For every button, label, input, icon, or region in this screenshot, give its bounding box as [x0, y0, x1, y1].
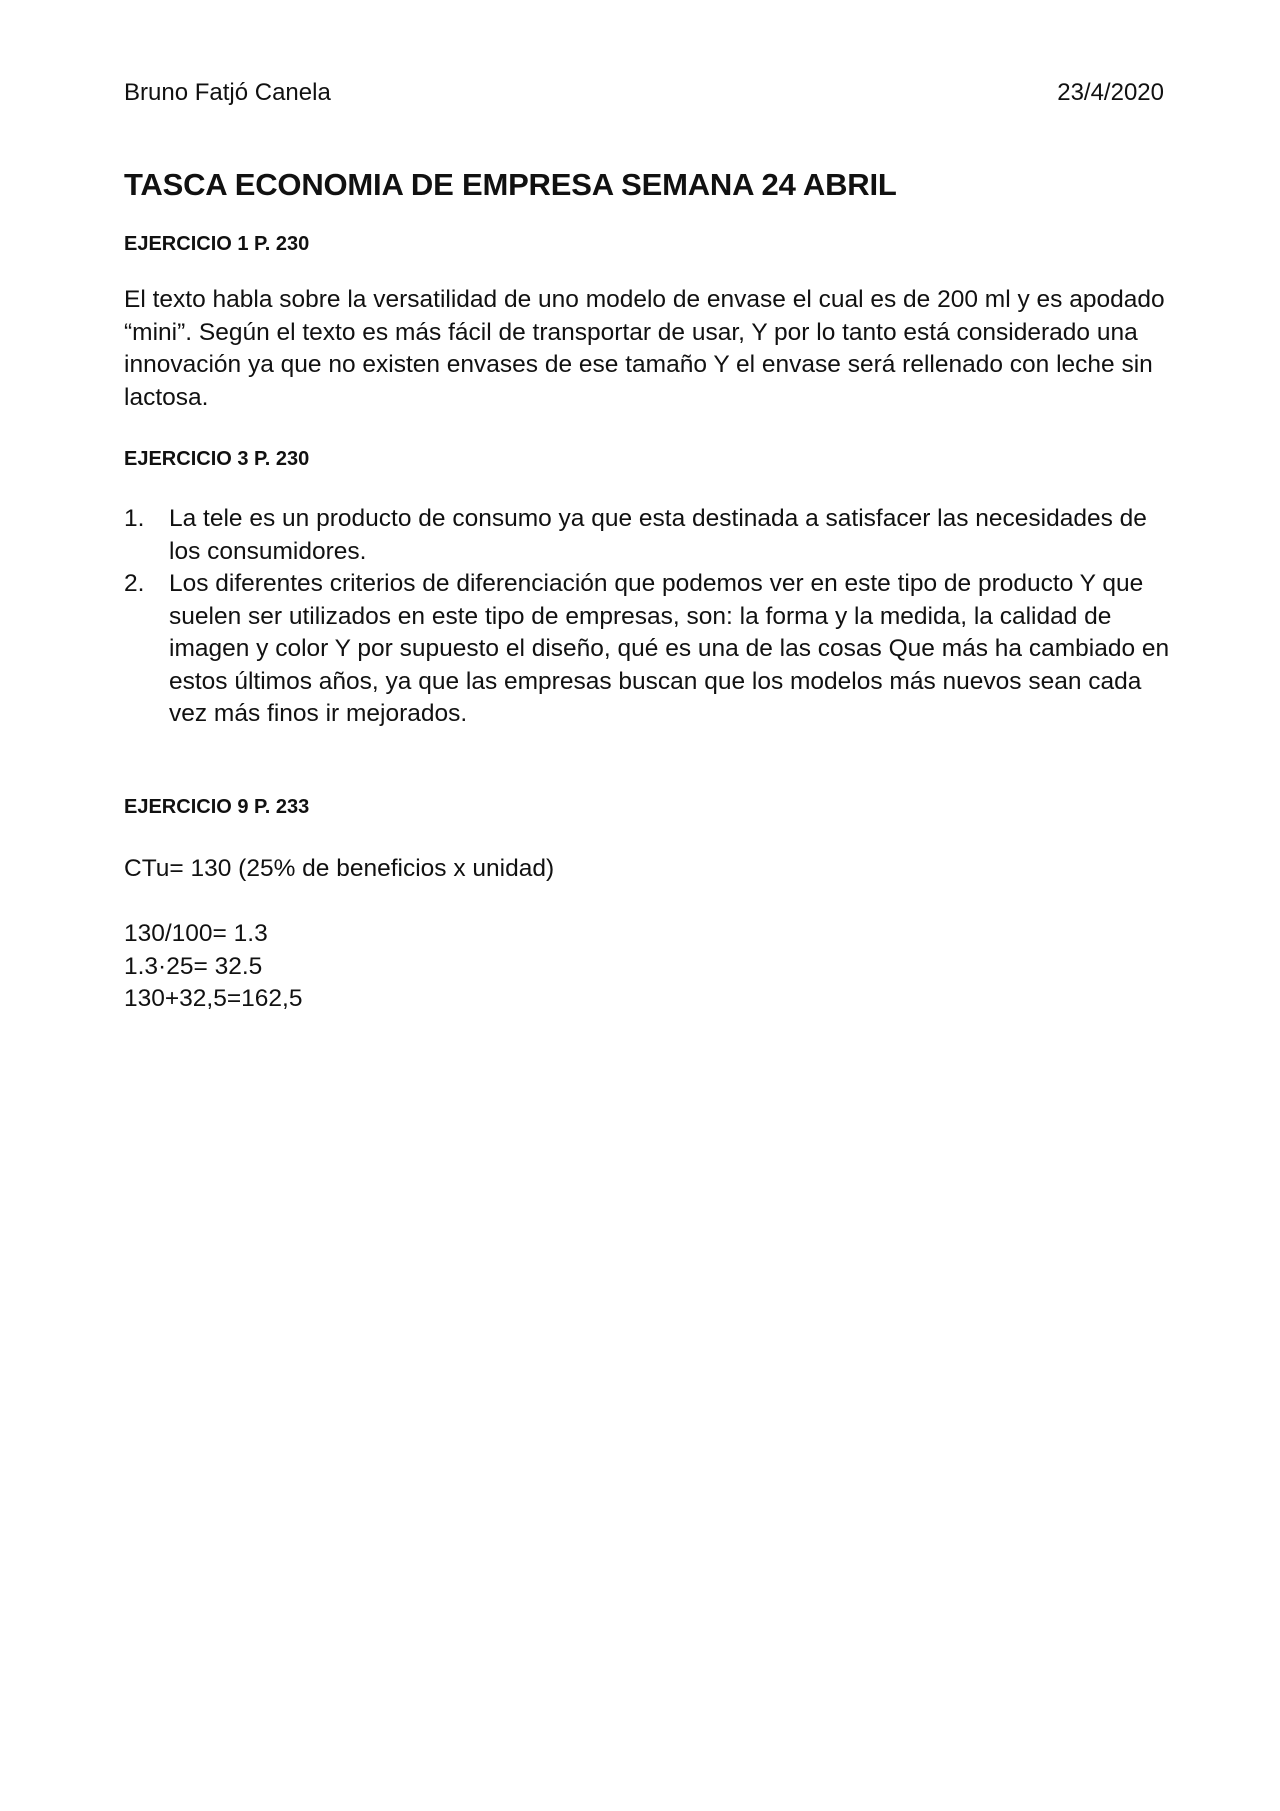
list-item	[124, 568, 1184, 731]
document-title: TASCA ECONOMIA DE EMPRESA SEMANA 24 ABRIL	[124, 167, 897, 202]
calculation-line: 130+32,5=162,5	[124, 985, 303, 1012]
page-header	[124, 78, 1164, 108]
section-heading-ejercicio-3: EJERCICIO 3 P. 230	[124, 448, 310, 470]
calculation-lines	[124, 918, 303, 1016]
document-date: 23/4/2020	[1057, 79, 1164, 106]
author-name: Bruno Fatjó Canela	[124, 79, 331, 106]
calculation-line: 1.3·25= 32.5	[124, 952, 263, 980]
calculation-line: 130/100= 1.3	[124, 920, 268, 947]
list-item-text: Los diferentes criterios de diferenciación que podemos ver en este tipo de producto Y que suelen ser utilizados en este tipo de empresas, son: la forma y la medida, la calidad de imagen y color Y por supuesto el diseño, qué es una de las cosas Que más ha cambiado en estos últimos años, ya que las empresas buscan que los modelos más nuevos sean cada vez más finos ir mejorados.	[169, 570, 1170, 727]
calculation-intro: CTu= 130 (25% de beneficios x unidad)	[124, 855, 555, 882]
list-item	[124, 503, 1184, 568]
section-heading-ejercicio-9: EJERCICIO 9 P. 233	[124, 796, 310, 818]
list-item-number: 1.	[124, 505, 145, 532]
section-paragraph-ejercicio-1: El texto habla sobre la versatilidad de uno modelo de envase el cual es de 200 ml y es apodado “mini”. Según el texto es más fácil de transportar de usar, Y por lo tanto está considerado una innovación ya que no existen envases de ese tamaño Y el envase será rellenado con leche sin lactosa.	[124, 286, 1165, 411]
list-item-number: 2.	[124, 570, 145, 597]
list-item-text: La tele es un producto de consumo ya que esta destinada a satisfacer las necesidades de los consumidores.	[169, 505, 1147, 565]
answer-list	[124, 503, 1184, 731]
section-heading-ejercicio-1: EJERCICIO 1 P. 230	[124, 233, 310, 255]
